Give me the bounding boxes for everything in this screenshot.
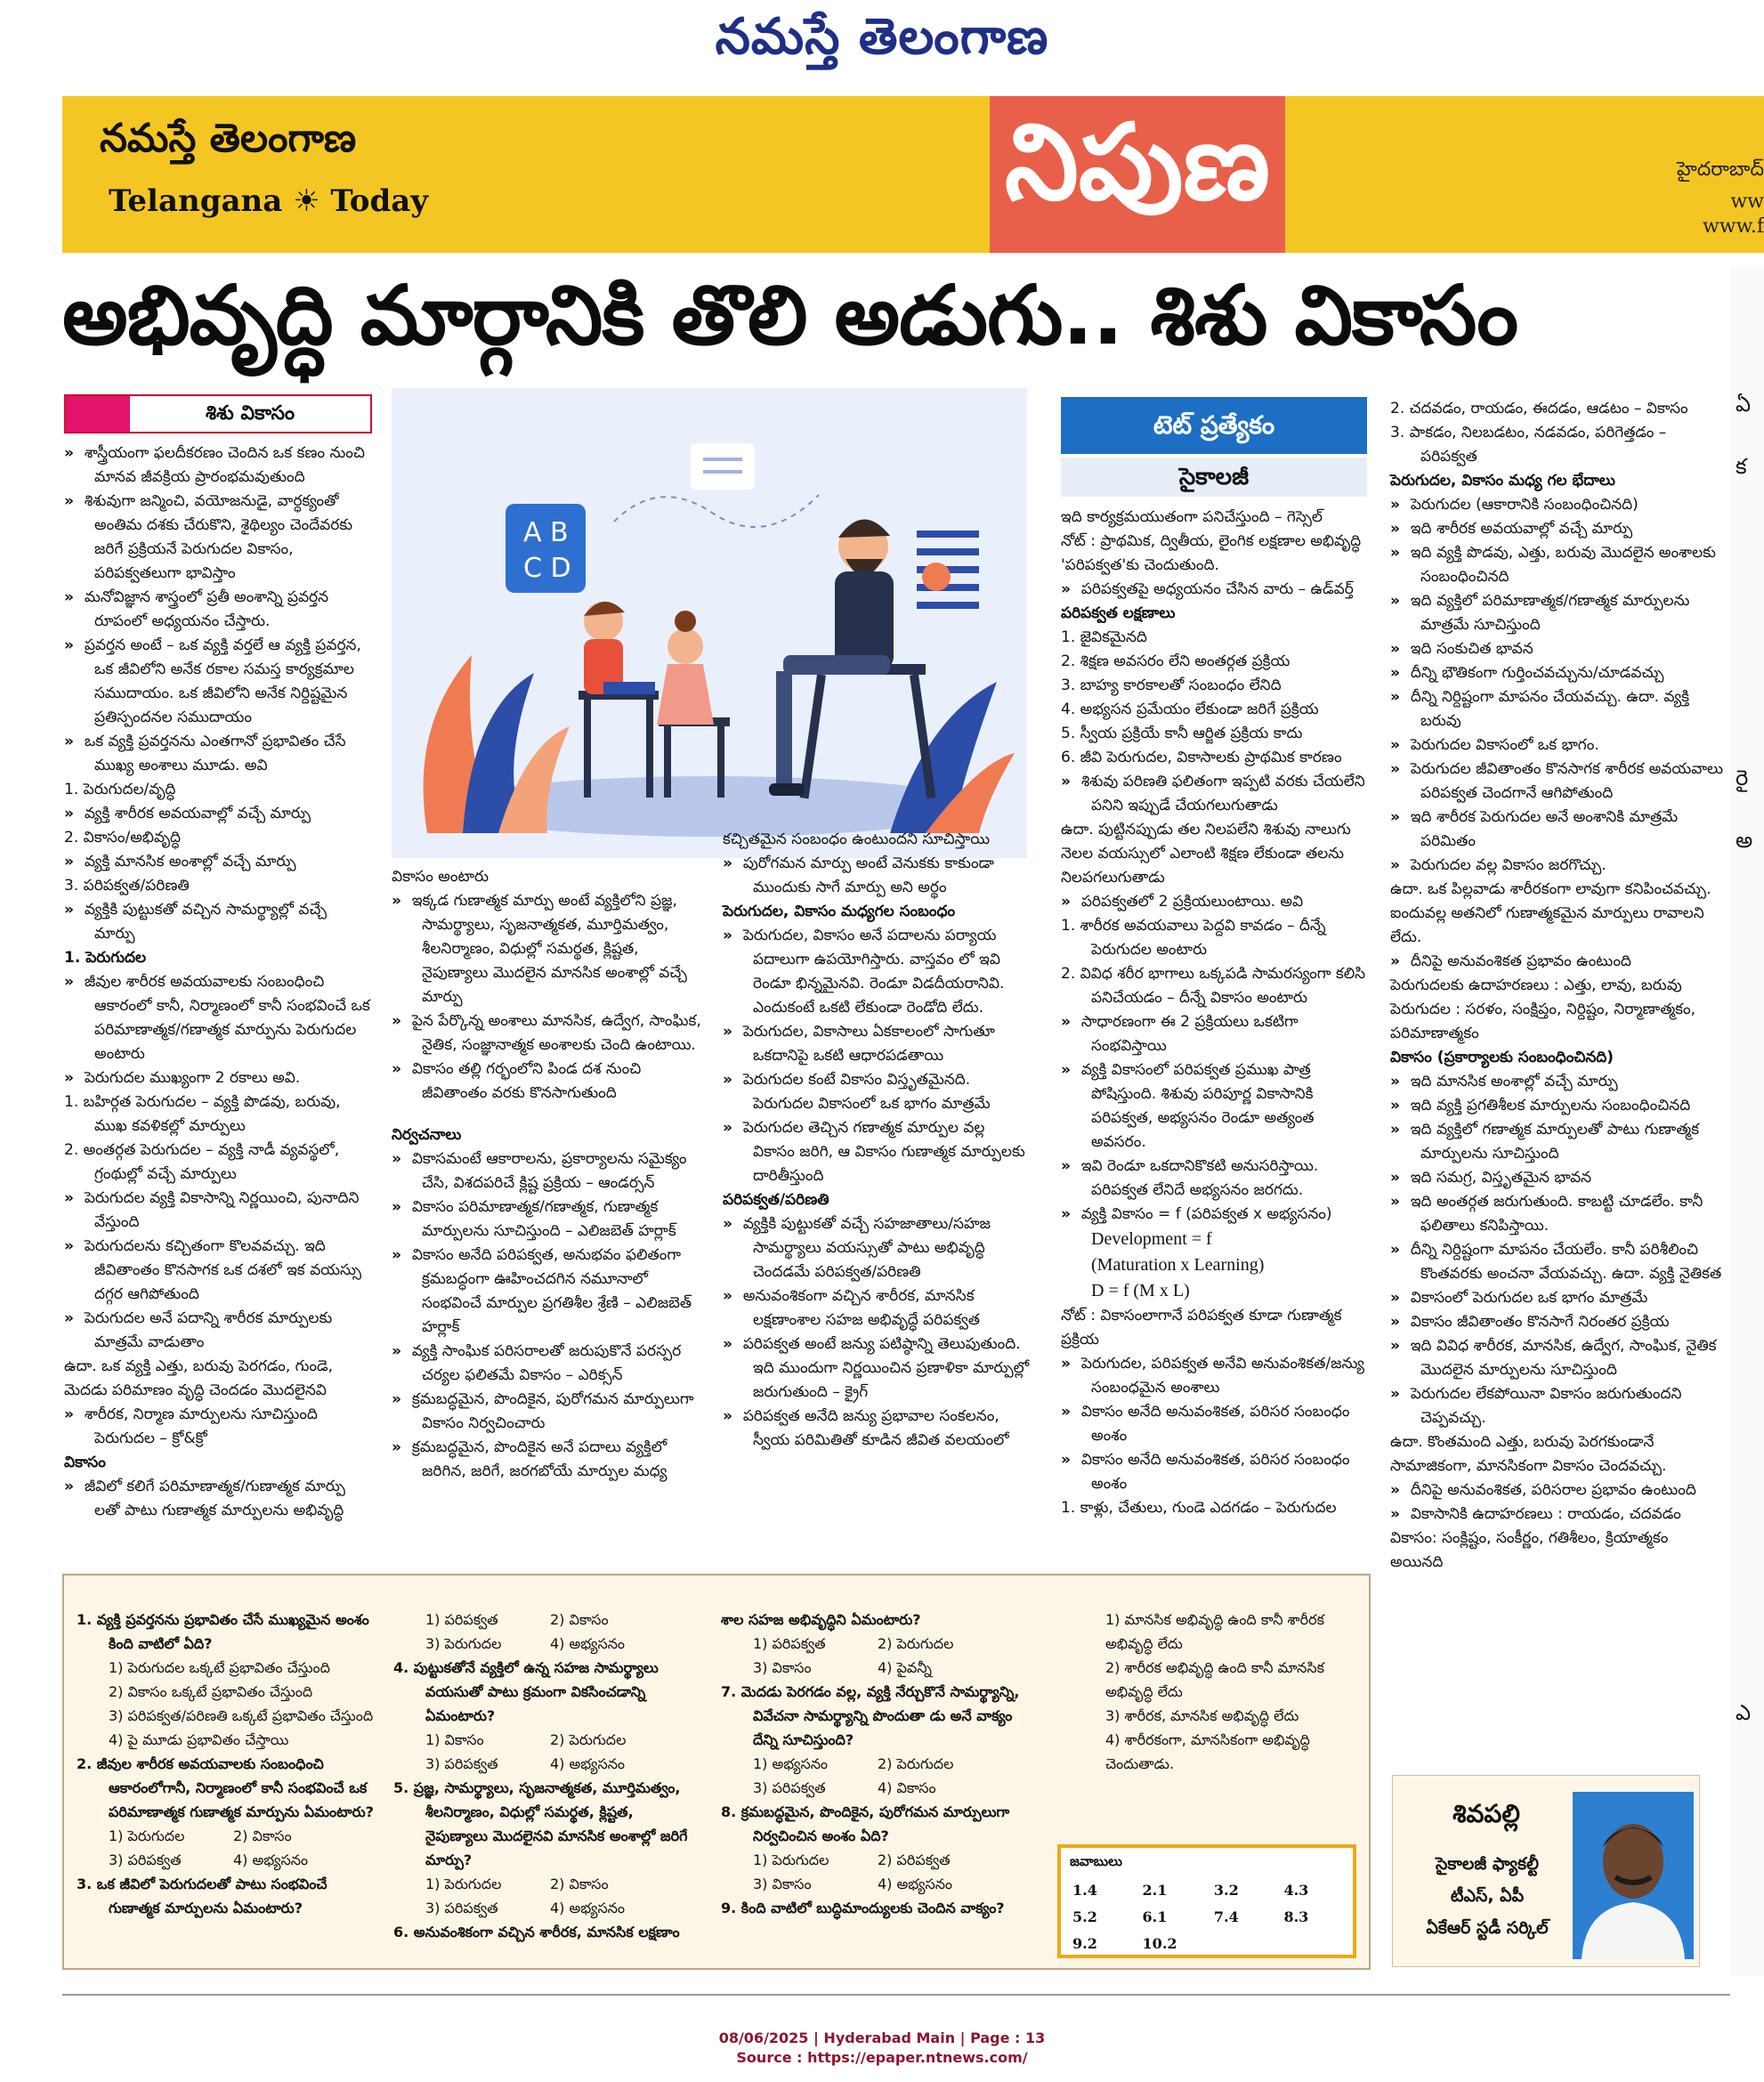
bullet-point: » శిశువుగా జన్మించి, వయోజనుడై, వార్ధక్యంతో అంతిమ దశకు చేరుకొని, శైథిల్యం చెందేవరకు జరిగే ప్రక్రియనే పెరుగుదల వికాసం, పరిపక్వతలుగా భావిస్తాం [64, 490, 370, 586]
paragraph: 3. పాకడం, నిలబడటం, నడవడం, పరిగెత్తడం – పరిపక్వత [1390, 424, 1667, 466]
option: 2) పరిపక్వత [878, 1851, 951, 1868]
option: 1) పెరుగుదల ఒక్కటే ప్రభావితం చేస్తుంది [109, 1659, 330, 1676]
option-pair [393, 1728, 696, 1752]
page-headline: అభివృద్ధి మార్గానికి తొలి అడుగు.. శిశు వికాసం [62, 268, 1518, 363]
option: 1) పరిపక్వత [425, 1611, 498, 1628]
question: 7. మెదడు పెరగడం వల్ల, వ్యక్తి నేర్చుకొనే సామర్థ్యాన్ని, వివేచనా సామర్థ్యాన్ని పొందుతా డు అనే వాక్యం దేన్ని సూచిస్తుంది? [721, 1683, 1020, 1748]
bullet-point: » ఇది సమగ్ర, విస్తృతమైన భావన [1390, 1166, 1725, 1190]
author-box [1392, 1775, 1700, 1967]
question: 2. జీవుల శారీరక అవయవాలకు సంబంధించి ఆకారంలోగానీ, నిర్మాణంలో కానీ సంభవించే ఒక పరిమాణాత్మక గుణాత్మక మార్పును ఏమంటారు? [77, 1755, 374, 1820]
bullet-point: » మనోవిజ్ఞాన శాస్త్రంలో ప్రతీ అంశాన్ని ప్రవర్తన రూపంలో అధ్యయనం చేస్తారు. [64, 586, 370, 634]
bullet-point: » పురోగమన మార్పు అంటే వెనుకకు కాకుండా ముందుకు సాగే మార్పు అని అర్థం [723, 852, 1031, 900]
option-pair [721, 1632, 1024, 1656]
option: 1) మానసిక అభివృద్ధి ఉంది కానీ శారీరక అభివృద్ధి లేదు [1105, 1611, 1324, 1652]
option: 1) పెరుగుదల [425, 1875, 502, 1892]
section-banner [62, 96, 1764, 253]
svg-text:C D: C D [523, 553, 571, 584]
subheading: పెరుగుదల, వికాసం మధ్య గల భేదాలు [1390, 472, 1615, 490]
bullet-point: » వ్యక్తి మానసిక అంశాల్లో వచ్చే మార్పు [64, 850, 370, 874]
bullet-point: » వ్యక్తి వికాసం = f (పరిపక్వత x అభ్యసనం) [1061, 1203, 1372, 1227]
bullet-point: » ప్రవర్తన అంటే – ఒక వ్యక్తి వర్తలే ఆ వ్యక్తి ప్రవర్తన, ఒక జీవిలోని అనేక రకాల సమస్త కార్యక్రమాల సముదాయం. ఒక జీవిలోని అనేక నిర్దిష్టమైన ప్రతిస్పందనల సముదాయం [64, 634, 370, 730]
option: 4) అభ్యసనం [233, 1851, 309, 1868]
section-tag-label: శిశు వికాసం [205, 402, 295, 425]
bullet-point: » వ్యక్తికి పుట్టుకతో వచ్చిన సామర్థ్యాల్లో వచ్చే మార్పు [64, 898, 370, 946]
bullet-point: » ఇది మానసిక అంశాల్లో వచ్చే మార్పు [1390, 1070, 1725, 1094]
answer-cell: 10.2 [1142, 1934, 1177, 1952]
quiz-column-3 [721, 1608, 1024, 1920]
option: 1) వికాసం [425, 1731, 484, 1748]
bullet-point: » వికాసం అనేది అనువంశికత, పరిసర సంబంధం అంశం [1061, 1400, 1372, 1448]
option-pair [393, 1632, 696, 1656]
section-tag-bar [66, 396, 130, 432]
option: 1) పెరుగుదల [109, 1827, 185, 1844]
bullet-point: » పైన పేర్కొన్న అంశాలు మానసిక, ఉద్వేగ, సాంఘిక, నైతిక, సంజ్ఞానాత్మక అంశాలకు చెంది ఉంటాయి. [392, 1009, 703, 1057]
bullet-point: » శిశువు పరిణతి ఫలితంగా ఇప్పటి వరకు చేయలేని పనిని ఇప్పుడే చేయగలుగుతాడు [1061, 770, 1372, 818]
bullet-point: » పెరుగుదల వల్ల వికాసం జరగొచ్చు. [1390, 854, 1725, 878]
cropped-glyph: క [1736, 454, 1747, 479]
paragraph: నోట్ : వికాసంలాగానే పరిపక్వత కూడా గుణాత్మక ప్రక్రియ [1061, 1307, 1342, 1349]
bullet-point: » పరిపక్వత అనేది జన్యు ప్రభావాల సంకలనం, స్వీయ పరిమితితో కూడిన జీవిత వలయంలో [723, 1405, 1031, 1453]
paragraph: ఉదా. ఒక వ్యక్తి ఎత్తు, బరువు పెరగడం, గుండె, మెదడు పరిమాణం వృద్ధి చెందడం మొదలైనవి [64, 1357, 334, 1399]
option-pair [721, 1752, 1024, 1776]
bullet-point: » ఇది సంకుచిత భావన [1390, 637, 1725, 661]
author-name: శివపల్లి [1452, 1799, 1520, 1828]
option-pair [77, 1848, 379, 1872]
bullet-point: » వికాసం తల్లి గర్భంలోని పిండ దశ నుంచి జీవితాంతం వరకు కొనసాగుతుంది [392, 1057, 703, 1106]
bullet-point: » పెరుగుదల, వికాసం అనే పదాలను పర్యాయ పదాలుగా ఉపయోగిస్తారు. వాస్తవం లో ఇవి రెండూ భిన్నమైనవి. రెండూ విడదీయరానివి. ఎందుకంటే ఒకటి లేకుండా రెండోది లేదు. [723, 924, 1031, 1020]
paragraph: ఉదా. ఒక పిల్లవాడు శారీరకంగా లావుగా కనిపించవచ్చు. ఐందువల్ల అతనిలో గుణాత్మకమైన మార్పులు రావాలని లేదు. [1390, 880, 1711, 946]
bullet-point: » ఇది వ్యక్తిలో గణాత్మక మార్పులతో పాటు గుణాత్మక మార్పులను సూచిస్తుంది [1390, 1118, 1725, 1166]
teacher-children-illustration [392, 388, 1027, 858]
answer-cell: 1.4 [1072, 1881, 1097, 1899]
svg-text:A B: A B [523, 517, 569, 548]
subheading: నిర్వచనాలు [392, 1126, 462, 1144]
subheading: వికాసం [64, 1454, 106, 1471]
paragraph: 2. శిక్షణ అవసరం లేని అంతర్గత ప్రక్రియ [1061, 652, 1291, 670]
answer-cell: 7.4 [1213, 1908, 1239, 1925]
option: 1) పెరుగుదల [753, 1851, 829, 1868]
option: 2) వికాసం ఒక్కటే ప్రభావితం చేస్తుంది [109, 1683, 313, 1700]
bullet-point: » దీనిపై అనువంశికత ప్రభావం ఉంటుంది [1390, 950, 1725, 974]
option: 3) పరిపక్వత [109, 1851, 182, 1868]
bullet-point: » శారీరక, నిర్మాణ మార్పులను సూచిస్తుంది పెరుగుదల – క్రో&క్రో [64, 1403, 370, 1451]
bullet-point: » ఇది అంతర్గత జరుగుతుంది. కాబట్టి చూడలేం. కానీ ఫలితాలు కనిపిస్తాయి. [1390, 1190, 1725, 1238]
option-pair [721, 1848, 1024, 1872]
bullet-point: » ఒక వ్యక్తి ప్రవర్తనను ఎంతగానో ప్రభావితం చేసే ముఖ్య అంశాలు మూడు. అవి [64, 730, 370, 778]
question: శాల సహజ అభివృద్ధిని ఏమంటారు? [721, 1611, 921, 1628]
article-column-4 [1061, 506, 1372, 1520]
bullet-point: » పెరుగుదల కంటే వికాసం విస్తృతమైనది. పెరుగుదల వికాసంలో ఒక భాగం మాత్రమే [723, 1068, 1031, 1116]
banner-url-2: www.f [1702, 215, 1764, 238]
article-column-5 [1390, 397, 1725, 1575]
bullet-point: » వికాసానికి ఉదాహరణలు : రాయడం, చదవడం [1390, 1503, 1725, 1527]
bullet-point: » పెరుగుదల వ్యక్తి వికాసాన్ని నిర్ణయించి, పునాదిని వేస్తుంది [64, 1187, 370, 1235]
option: 4) అభ్యసనం [878, 1875, 953, 1892]
footer-source: Source : https://epaper.ntnews.com/ [736, 2049, 1028, 2066]
bullet-point: » వికాసం అనేది పరిపక్వత, అనుభవం ఫలితంగా క్రమబద్ధంగా ఊహించదగిన నమూనాలో సంభవించే మార్పుల ప్రగతిశీల శ్రేణి – ఎలిజబెత్ హర్లాక్ [392, 1244, 703, 1340]
paragraph [392, 1106, 703, 1123]
option: 1) పరిపక్వత [753, 1635, 826, 1652]
tet-special-subtitle: సైకాలజీ [1061, 458, 1367, 497]
option: 3) పరిపక్వత [425, 1755, 498, 1772]
cropped-glyph: ఏ [1736, 392, 1752, 417]
bullet-point: » వ్యక్తికి పుట్టుకతో వచ్చే సహజాతాలు/సహజ సామర్థ్యాలు వయస్సుతో పాటు అభివృద్ధి చెందడమే పరిపక్వత/పరిణతి [723, 1212, 1031, 1284]
paragraph: 2. వికాసం/అభివృద్ధి [64, 829, 182, 847]
banner-city: హైదరాబాద్ [1677, 158, 1764, 181]
quiz-column-4 [1073, 1608, 1331, 1776]
option: 3) పెరుగుదల [425, 1635, 502, 1652]
answers-title: జవాబులు [1070, 1853, 1122, 1869]
option: 4) అభ్యసనం [550, 1635, 626, 1652]
author-designation: సైకాలజీ ఫ్యాకల్టీ [1436, 1854, 1539, 1874]
banner-brand: నమస్తే తెలంగాణ [100, 116, 357, 161]
answer-cell: 9.2 [1072, 1934, 1097, 1952]
bullet-point: » వ్యక్తి వికాసంలో పరిపక్వత ప్రముఖ పాత్ర పోషిస్తుంది. శిశువు పరిపూర్ణ వికాసానికి పరిపక్వత, అభ్యసనం రెండూ అత్యంత అవసరం. [1061, 1058, 1372, 1154]
bottom-divider [62, 1994, 1730, 1996]
answers-box [1057, 1844, 1356, 1958]
paragraph: Development = f [1091, 1229, 1212, 1249]
tet-special-box [1061, 397, 1367, 497]
bullet-point: » దీనిపై అనువంశికత, పరిసరాల ప్రభావం ఉంటుంది [1390, 1478, 1725, 1503]
paragraph: 1. శారీరక అవయవాలు పెద్దవి కావడం – దీన్నే పెరుగుదల అంటారు [1061, 917, 1326, 959]
bullet-point: » వ్యక్తి శారీరక అవయవాల్లో వచ్చే మార్పు [64, 802, 370, 826]
bullet-point: » అనువంశికంగా వచ్చిన శారీరక, మానసిక లక్షణాంశాల సహజ అభివృద్ధే పరిపక్వత [723, 1284, 1031, 1333]
paragraph: వికాసం అంటారు [392, 868, 490, 886]
option: 2) పెరుగుదల [550, 1731, 627, 1748]
bullet-point: » జీవిలో కలిగే పరిమాణాత్మక/గుణాత్మక మార్పు లతో పాటు గుణాత్మక మార్పులను అభివృద్ధి [64, 1475, 370, 1523]
subheading: పెరుగుదల, వికాసం మధ్యగల సంబంధం [723, 903, 956, 920]
option: 3) వికాసం [753, 1659, 812, 1676]
quiz-column-2 [393, 1608, 696, 1944]
bullet-point: » ఇది వ్యక్తి ప్రగతిశీలక మార్పులను సంబంధించినది [1390, 1094, 1725, 1118]
subheading: పరిపక్వత/పరిణతి [723, 1191, 829, 1209]
bullet-point: » ఇది వ్యక్తి పొడవు, ఎత్తు, బరువు మొదలైన అంశాలకు సంబంధించినది [1390, 541, 1725, 589]
option-pair [393, 1872, 696, 1896]
paragraph: ఉదా. కొంతమంది ఎత్తు, బరువు పెరగకుండానే సామాజికంగా, మానసికంగా వికాసం చెందవచ్చు. [1390, 1433, 1667, 1475]
paragraph: 5. స్వీయ ప్రక్రియే కానీ ఆర్జిత ప్రక్రియ కాదు [1061, 725, 1303, 742]
question: 1. వ్యక్తి ప్రవర్తనను ప్రభావితం చేసే ముఖ్యమైన అంశం కింది వాటిలో ఏది? [77, 1611, 369, 1652]
paragraph: 1. జైవికమైనది [1061, 628, 1147, 646]
author-institute: ఏకేఆర్ స్టడీ సర్కిల్ [1426, 1918, 1549, 1938]
bullet-point: » పెరుగుదల, వికాసాలు ఏకకాలంలో సాగుతూ ఒకదానిపై ఒకటి ఆధారపడతాయి [723, 1020, 1031, 1068]
section-tag [64, 394, 372, 433]
option: 2) పెరుగుదల [878, 1755, 954, 1772]
banner-section-name: నిపుణ [990, 96, 1285, 253]
footer-edition-info: 08/06/2025 | Hyderabad Main | Page : 13 [718, 2029, 1046, 2046]
paragraph: నోట్ : ప్రాథమిక, ద్వితీయ, లైంగిక లక్షణాల అభివృద్ధి 'పరిపక్వత'కు చెందుతుంది. [1061, 532, 1362, 574]
bullet-point: » వికాసంలో పెరుగుదల ఒక భాగం మాత్రమే [1390, 1286, 1725, 1310]
paragraph: 1. కాళ్లు, చేతులు, గుండె ఎదగడం – పెరుగుదల [1061, 1499, 1337, 1517]
article-column-3 [723, 828, 1031, 1453]
bullet-point: » పెరుగుదల జీవితాంతం కొనసాగక శారీరక అవయవాలు పరిపక్వత చెందగానే ఆగిపోతుంది [1390, 757, 1725, 806]
answer-cell: 3.2 [1213, 1881, 1239, 1899]
bullet-point: » పెరుగుదల ముఖ్యంగా 2 రకాలు అవి. [64, 1066, 370, 1090]
option-pair [721, 1872, 1024, 1896]
question: 4. పుట్టుకతోనే వ్యక్తిలో ఉన్న సహజ సామర్థ్యాలు వయసుతో పాటు క్రమంగా వికసించడాన్ని ఏమంటారు? [393, 1659, 659, 1724]
subheading: వికాసం (ప్రకార్యాలకు సంబంధించినది) [1390, 1049, 1614, 1066]
quiz-column-1 [77, 1608, 379, 1920]
bullet-point: » దీన్ని నిర్దిష్టంగా మాపనం చేయవచ్చు. ఉదా. వ్యక్తి బరువు [1390, 685, 1725, 733]
paragraph: 4. అభ్యసన ప్రమేయం లేకుండా జరిగే ప్రక్రియ [1061, 701, 1319, 718]
paragraph: ఉదా. పుట్టినప్పుడు తల నిలపలేని శిశువు నాలుగు నెలల వయస్సులో ఎలాంటి శిక్షణ లేకుండా తలను నిలపగలుగుతాడు [1061, 821, 1351, 887]
author-portrait-icon [1573, 1792, 1694, 1959]
option: 2) వికాసం [233, 1827, 292, 1844]
article-column-1 [64, 442, 370, 1523]
paragraph: 1. బహిర్గత పెరుగుదల – వ్యక్తి పొడవు, బరువు, ముఖ కవళికల్లో మార్పులు [64, 1093, 341, 1135]
bullet-point: » వికాసం పరిమాణాత్మక/గణాత్మక, గుణాత్మక మార్పులను సూచిస్తుంది – ఎలిజబెత్ హర్లాక్ [392, 1195, 703, 1244]
banner-brand-english: Telangana ☀ Today [109, 183, 429, 219]
option-pair [393, 1752, 696, 1776]
bullet-point: » దీన్ని భౌతికంగా గుర్తించవచ్చును/చూడవచ్చు [1390, 661, 1725, 685]
article-column-2 [392, 865, 703, 1484]
bullet-point: » వికాసమంటే ఆకారాలను, ప్రకార్యాలను సమైక్యం చేసి, విశదపరిచే క్లిష్ట ప్రక్రియ – ఆండర్సన్ [392, 1147, 703, 1195]
bullet-point: » పరిపక్వత అంటే జన్యు పటిష్ఠాన్ని తెలుపుతుంది. ఇది ముందుగా నిర్ణయించిన ప్రణాళికా మార్పుల్లో జరుగుతుంది – క్రైగ్ [723, 1333, 1031, 1405]
tet-special-title: టెట్ ప్రత్యేకం [1061, 397, 1367, 454]
answer-cell [1283, 1930, 1353, 1956]
option: 3) పరిపక్వత [753, 1779, 826, 1796]
option: 1) అభ్యసనం [753, 1755, 829, 1772]
option: 2) వికాసం [550, 1611, 609, 1628]
bullet-point: » ఇక్కడ గుణాత్మక మార్పు అంటే వ్యక్తిలోని ప్రజ్ఞ, సామర్థ్యాలు, సృజనాత్మకత, మూర్తిమత్వం, శీలనిర్మాణం, విధుల్లో సమర్థత, క్లిష్టత, నైపుణ్యాలు మొదలైన మానసిక అంశాల్లో వచ్చే మార్పు [392, 889, 703, 1009]
paragraph: (Maturation x Learning) [1091, 1255, 1265, 1275]
option: 3) శారీరక, మానసిక అభివృద్ధి లేదు [1105, 1707, 1299, 1724]
paragraph: 2. చదవడం, రాయడం, ఈదడం, ఆడటం – వికాసం [1390, 400, 1688, 417]
bullet-point: » పరిపక్వతపై అధ్యయనం చేసిన వారు – ఉడ్‌వర్త్ [1061, 578, 1372, 602]
question: 8. క్రమబద్ధమైన, పొందికైన, పురోగమన మార్పులుగా నిర్వచించిన అంశం ఏది? [721, 1803, 1010, 1844]
bullet-point: » జీవుల శారీరక అవయవాలకు సంబంధించి ఆకారంలో కానీ, నిర్మాణంలో కానీ సంభవించే ఒక పరిమాణాత్మక/గణాత్మక మార్పును పెరుగుదల అంటారు [64, 970, 370, 1066]
question: 3. ఒక జీవిలో పెరుగుదలతో పాటు సంభవించే గుణాత్మక మార్పులను ఏమంటారు? [77, 1875, 328, 1916]
option: 3) వికాసం [753, 1875, 812, 1892]
option: 3) పరిపక్వత/పరిణతి ఒక్కటే ప్రభావితం చేస్తుంది [109, 1707, 374, 1724]
option: 4) పైవన్నీ [878, 1659, 932, 1676]
paragraph: కచ్చితమైన సంబంధం ఉంటుందని సూచిస్తాయి [723, 830, 991, 848]
answer-cell: 5.2 [1072, 1908, 1097, 1925]
option: 2) వికాసం [550, 1875, 609, 1892]
bullet-point: » క్రమబద్ధమైన, పొందికైన, పురోగమన మార్పులుగా వికాసం నిర్వచించారు [392, 1388, 703, 1436]
bullet-point: » ఇది శారీరక అవయవాల్లో వచ్చే మార్పు [1390, 517, 1725, 541]
cropped-glyph: ఎ [1736, 1700, 1752, 1725]
author-states: టీఎస్, ఏపీ [1450, 1886, 1525, 1906]
cropped-glyph: అ [1736, 828, 1753, 853]
bullet-point: » ఇది శారీరక పెరుగుదల అనే అంశానికి మాత్రమే పరిమితం [1390, 806, 1725, 854]
author-photo [1573, 1792, 1694, 1959]
answer-cell [1213, 1930, 1283, 1956]
option: 4) అభ్యసనం [550, 1755, 626, 1772]
answers-table [1072, 1876, 1353, 1956]
paragraph: 2. వివిధ శరీర భాగాలు ఒక్కపడి సామరస్యంగా కలిసి పనిచేయడం – దీన్నే వికాసం అంటారు [1061, 965, 1366, 1007]
bullet-point: » పెరుగుదలను కచ్చితంగా కొలవవచ్చు. ఇది జీవితాంతం కొనసాగక ఒక దశలో ఇక వయస్సు దగ్గర ఆగిపోతుంది [64, 1235, 370, 1307]
subheading: పరిపక్వత లక్షణాలు [1061, 604, 1176, 622]
bullet-point: » సాధారణంగా ఈ 2 ప్రక్రియలు ఒకటిగా సంభవిస్తాయి [1061, 1010, 1372, 1058]
paragraph: 2. అంతర్గత పెరుగుదల – వ్యక్తి నాడీ వ్యవస్థలో, గ్రంథుల్లో వచ్చే మార్పులు [64, 1141, 340, 1183]
paragraph: వికాసం: సంక్లిష్టం, సంకీర్ణం, గతిశీలం, క్రియాత్మకం అయినది [1390, 1529, 1669, 1571]
question: 9. కింది వాటిలో బుద్ధిమాంద్యులకు చెందిన వాక్యం? [721, 1900, 1005, 1916]
cropped-glyph: రై [1736, 766, 1749, 790]
answer-cell: 8.3 [1283, 1908, 1309, 1925]
paragraph: 6. జీవి పెరుగుదల, వికాసాలకు ప్రాథమిక కారణం [1061, 749, 1342, 766]
bullet-point: » పెరుగుదల వికాసంలో ఒక భాగం. [1390, 733, 1725, 757]
cropped-adjacent-column [1730, 267, 1764, 1976]
banner-url-1: ww [1730, 190, 1764, 213]
answer-cell: 2.1 [1142, 1881, 1168, 1899]
option: 2) శారీరక అభివృద్ధి ఉంది కానీ మానసిక అభివృద్ధి లేదు [1105, 1659, 1324, 1700]
bullet-point: » వికాసం అనేది అనువంశికత, పరిసర సంబంధం అంశం [1061, 1448, 1372, 1496]
classroom-illustration [392, 388, 1027, 858]
paragraph: ఇది కార్యక్రమయుతంగా పనిచేస్తుంది – గెస్సెల్ [1061, 508, 1323, 526]
option-pair [77, 1824, 379, 1848]
option: 4) వికాసం [878, 1779, 936, 1796]
paragraph: 3. బాహ్య కారకాలతో సంబంధం లేనిది [1061, 676, 1282, 694]
bullet-point: » వికాసం జీవితాంతం కొనసాగే నిరంతర ప్రక్రియ [1390, 1310, 1725, 1334]
bullet-point: » పెరుగుదల అనే పదాన్ని శారీరక మార్పులకు మాత్రమే వాడుతాం [64, 1307, 370, 1355]
bullet-point: » ఇవి రెండూ ఒకదానికొకటి అనుసరిస్తాయి. పరిపక్వత లేనిదే అభ్యసనం జరగదు. [1061, 1154, 1372, 1203]
option: 2) పెరుగుదల [878, 1635, 954, 1652]
option-pair [721, 1776, 1024, 1800]
option: 4) అభ్యసనం [550, 1900, 626, 1916]
option-pair [721, 1656, 1024, 1680]
bullet-point: » దీన్ని నిర్దిష్టంగా మాపనం చేయలేం. కానీ పరిశీలించి కొంతవరకు అంచనా వేయవచ్చు. ఉదా. వ్యక్తి నైతికత [1390, 1238, 1725, 1286]
answer-cell: 6.1 [1142, 1908, 1168, 1925]
option: 4) పై మూడు ప్రభావితం చేస్తాయి [109, 1731, 289, 1748]
bullet-point: » ఇది వివిధ శారీరక, మానసిక, ఉద్వేగ, సాంఘిక, నైతిక మొదలైన మార్పులను సూచిస్తుంది [1390, 1334, 1725, 1382]
bullet-point: » పెరుగుదల, పరిపక్వత అనేవి అనువంశికత/జన్యు సంబంధమైన అంశాలు [1061, 1352, 1372, 1400]
paragraph: D = f (M x L) [1091, 1281, 1190, 1300]
answer-cell: 4.3 [1283, 1881, 1309, 1899]
bullet-point: » పెరుగుదల తెచ్చిన గణాత్మక మార్పుల వల్ల వికాసం జరిగి, ఆ వికాసం గుణాత్మక మార్పులకు దారితీస్తుంది [723, 1116, 1031, 1188]
option: 4) శారీరకంగా, మానసికంగా అభివృద్ధి చెందుతాడు. [1105, 1731, 1310, 1772]
subheading: 1. పెరుగుదల [64, 949, 147, 967]
option: 3) పరిపక్వత [425, 1900, 498, 1916]
bullet-point: » పరిపక్వతలో 2 ప్రక్రియలుంటాయి. అవి [1061, 890, 1372, 914]
bullet-point: » క్రమబద్ధమైన, పొందికైన అనే పదాలు వ్యక్తిలో జరిగిన, జరిగే, జరగబోయే మార్పుల మధ్య [392, 1436, 703, 1484]
bullet-point: » పెరుగుదల (ఆకారానికి సంబంధించినది) [1390, 493, 1725, 517]
question: 5. ప్రజ్ఞ, సామర్థ్యాలు, సృజనాత్మకత, మూర్తిమత్వం, శీలనిర్మాణం, విధుల్లో సమర్థత, క్లిష్టత, నైపుణ్యాలు మొదలైనవి మానసిక అంశాల్లో జరిగే మార్పు? [393, 1779, 688, 1868]
question: 6. అనువంశికంగా వచ్చిన శారీరక, మానసిక లక్షణాం [393, 1924, 680, 1940]
option-pair [393, 1896, 696, 1920]
bullet-point: » శాస్త్రీయంగా ఫలదీకరణం చెందిన ఒక కణం నుంచి మానవ జీవక్రియ ప్రారంభమవుతుంది [64, 442, 370, 490]
paragraph: పెరుగుదల : సరళం, సంక్షిప్తం, నిర్దిష్టం, నిర్మాణాత్మకం, పరిమాణాత్మకం [1390, 1000, 1696, 1042]
bullet-point: » ఇది వ్యక్తిలో పరిమాణాత్మక/గణాత్మక మార్పులను మాత్రమే సూచిస్తుంది [1390, 589, 1725, 637]
masthead-title: నమస్తే తెలంగాణ [715, 7, 1049, 66]
bullet-point: » పెరుగుదల లేకపోయినా వికాసం జరుగుతుందని చెప్పవచ్చు. [1390, 1382, 1725, 1430]
option-pair [393, 1608, 696, 1632]
paragraph: పెరుగుదలకు ఉదాహరణలు : ఎత్తు, లావు, బరువు [1390, 976, 1682, 994]
paragraph: 3. పరిపక్వత/పరిణతి [64, 877, 190, 895]
paragraph: 1. పెరుగుదల/వృద్ధి [64, 781, 176, 798]
bullet-point: » వ్యక్తి సాంఘిక పరిసరాలతో జరుపుకొనే పరస్పర చర్యల ఫలితమే వికాసం – ఎరిక్సన్ [392, 1340, 703, 1388]
